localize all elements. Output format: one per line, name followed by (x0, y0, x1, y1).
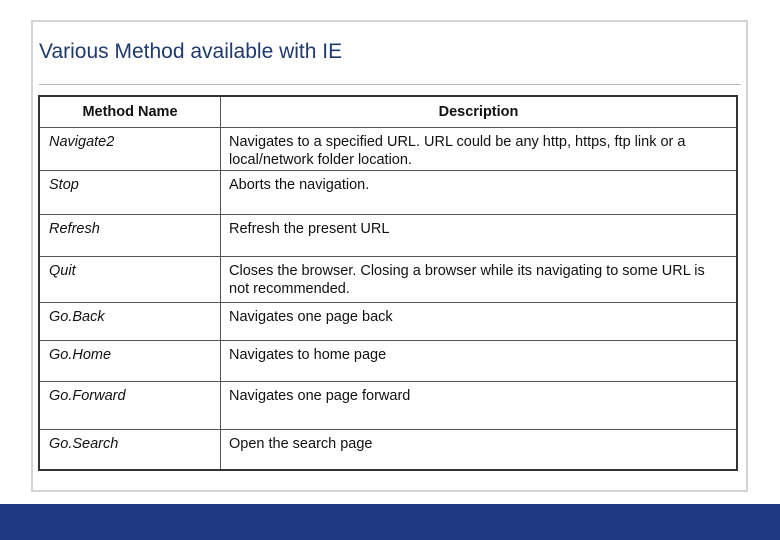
table-row (39, 303, 737, 341)
description-cell: Navigates to home page (221, 341, 738, 382)
method-cell: Go.Back (39, 303, 221, 341)
table-row (39, 341, 737, 382)
description-cell: Refresh the present URL (221, 215, 738, 257)
description-cell: Navigates one page forward (221, 382, 738, 430)
description-cell: Navigates one page back (221, 303, 738, 341)
title-divider (39, 84, 741, 85)
method-cell: Go.Search (39, 430, 221, 470)
header-description: Description (221, 96, 738, 128)
table-row (39, 215, 737, 257)
method-cell: Go.Home (39, 341, 221, 382)
footer-bar (0, 504, 780, 540)
method-cell: Refresh (39, 215, 221, 257)
method-cell: Quit (39, 257, 221, 303)
method-cell: Go.Forward (39, 382, 221, 430)
table-row (39, 430, 737, 470)
method-cell: Navigate2 (39, 128, 221, 171)
description-cell: Closes the browser. Closing a browser while its navigating to some URL is not recommended. (221, 257, 738, 303)
table-header-row (39, 96, 737, 128)
table-row (39, 171, 737, 215)
description-cell: Navigates to a specified URL. URL could be any http, https, ftp link or a local/network folder location. (221, 128, 738, 171)
slide-title: Various Method available with IE (39, 40, 343, 63)
description-cell: Aborts the navigation. (221, 171, 738, 215)
method-cell: Stop (39, 171, 221, 215)
table-row (39, 128, 737, 171)
description-cell: Open the search page (221, 430, 738, 470)
table-row (39, 382, 737, 430)
methods-table (38, 95, 738, 471)
header-method-name: Method Name (39, 96, 221, 128)
table-row (39, 257, 737, 303)
